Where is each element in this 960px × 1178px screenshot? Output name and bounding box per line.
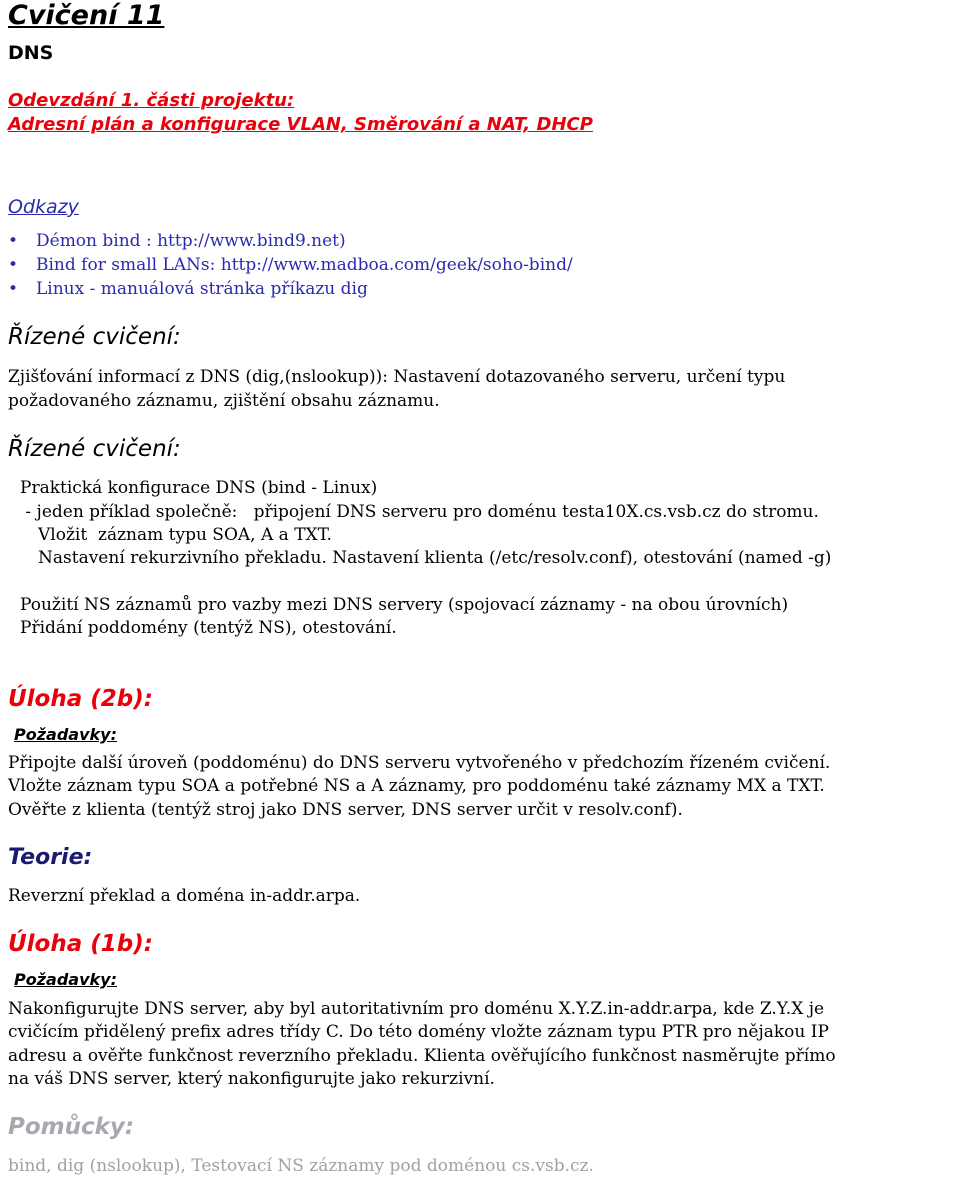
task2b-line: Ověřte z klienta (tentýž stroj jako DNS server, DNS server určit v resolv.conf). (8, 800, 683, 820)
guided2-line: Přidání poddomény (tentýž NS), otestování. (20, 618, 397, 638)
task1b-heading: Úloha (1b): (8, 931, 153, 957)
links-heading[interactable]: Odkazy (8, 196, 79, 218)
theory-heading: Teorie: (8, 845, 93, 870)
task2b-line: Připojte další úroveň (poddoménu) do DNS serveru vytvořeného v předchozím řízeném cvičení. (8, 753, 831, 773)
bullet-icon: • (8, 231, 19, 251)
guided2-line: - jeden příklad společně: připojení DNS serveru pro doménu testa10X.cs.vsb.cz do stromu. (20, 502, 819, 522)
guided2-line: Vložit záznam typu SOA, A a TXT. (38, 525, 332, 545)
submission-link-line2[interactable]: Adresní plán a konfigurace VLAN, Směrování a NAT, DHCP (8, 114, 593, 135)
task1b-line: na váš DNS server, který nakonfigurujte jako rekurzivní. (8, 1069, 495, 1089)
link-item-label[interactable]: Démon bind : http://www.bind9.net) (36, 231, 346, 251)
task2b-requirements-label: Požadavky: (14, 725, 117, 744)
bullet-icon: • (8, 255, 19, 275)
links-list (8, 231, 573, 303)
guided2-line: Použití NS záznamů pro vazby mezi DNS servery (spojovací záznamy - na obou úrovních) (20, 595, 789, 615)
tools-heading: Pomůcky: (8, 1114, 135, 1140)
link-item-label[interactable]: Bind for small LANs: http://www.madboa.com/geek/soho-bind/ (36, 255, 573, 275)
guided2-line: Praktická konfigurace DNS (bind - Linux) (20, 478, 378, 498)
link-item-dig-manual[interactable] (8, 279, 573, 303)
link-item-label[interactable]: Linux - manuálová stránka příkazu dig (36, 279, 368, 299)
tools-text: bind, dig (nslookup), Testovací NS záznamy pod doménou cs.vsb.cz. (8, 1156, 594, 1176)
guided1-heading: Řízené cvičení: (8, 324, 181, 350)
task1b-line: cvičícím přidělený prefix adres třídy C. Do této domény vložte záznam typu PTR pro nějakou IP (8, 1022, 829, 1042)
task2b-line: Vložte záznam typu SOA a potřebné NS a A záznamy, pro poddoménu také záznamy MX a TXT. (8, 776, 825, 796)
task1b-requirements-label: Požadavky: (14, 970, 117, 989)
page-subtitle: DNS (8, 42, 54, 64)
link-item-soho-bind[interactable] (8, 255, 573, 279)
page-title: Cvičení 11 (8, 0, 165, 31)
guided2-heading: Řízené cvičení: (8, 436, 181, 462)
theory-text: Reverzní překlad a doména in-addr.arpa. (8, 886, 361, 906)
link-item-bind9[interactable] (8, 231, 573, 255)
task2b-heading: Úloha (2b): (8, 686, 153, 712)
bullet-icon: • (8, 279, 19, 299)
guided2-line: Nastavení rekurzivního překladu. Nastavení klienta (/etc/resolv.conf), otestování (named -g) (38, 548, 832, 568)
guided1-text: Zjišťování informací z DNS (dig,(nslookup)): Nastavení dotazovaného serveru, určení typu požadovaného záznamu, zjištění obsahu záznamu. (8, 367, 786, 411)
task1b-line: adresu a ověřte funkčnost reverzního překladu. Klienta ověřujícího funkčnost nasměrujte přímo (8, 1046, 836, 1066)
submission-link-line1[interactable]: Odevzdání 1. části projektu: (8, 90, 295, 111)
task1b-line: Nakonfigurujte DNS server, aby byl autoritativním pro doménu X.Y.Z.in-addr.arpa, kde Z.Y.X je (8, 999, 825, 1019)
